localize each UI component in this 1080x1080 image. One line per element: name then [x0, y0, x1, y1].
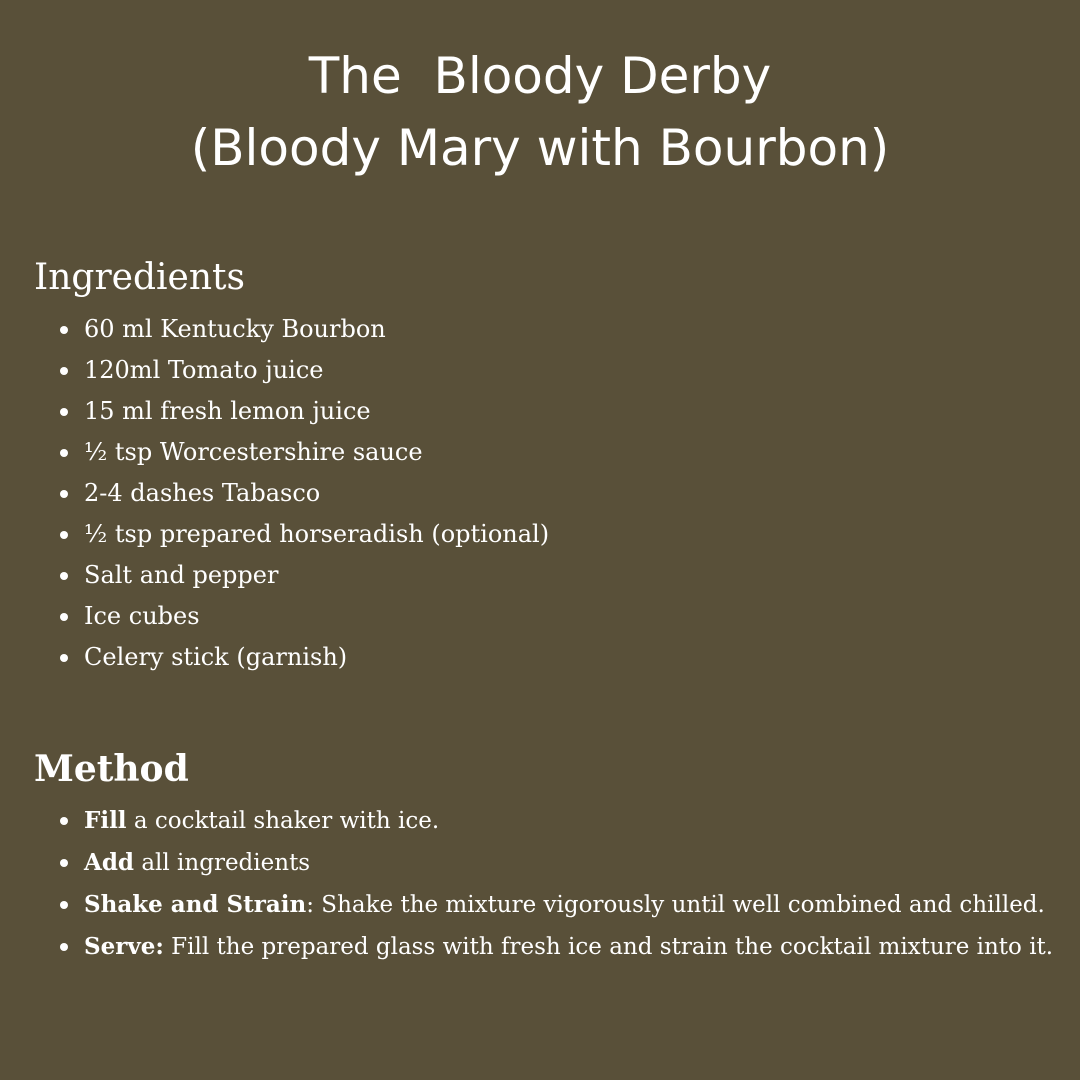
ingredient-item: Celery stick (garnish): [56, 637, 549, 678]
method-step-text: a cocktail shaker with ice.: [126, 808, 440, 834]
method-step: [56, 842, 1053, 884]
recipe-title: [0, 40, 1080, 184]
method-heading: Method: [34, 748, 189, 790]
ingredient-item: 60 ml Kentucky Bourbon: [56, 309, 549, 350]
ingredients-list: [56, 309, 549, 678]
ingredient-item: Salt and pepper: [56, 555, 549, 596]
method-step-action: Serve:: [84, 933, 164, 960]
method-step: [56, 926, 1053, 968]
ingredient-item: ½ tsp prepared horseradish (optional): [56, 514, 549, 555]
method-step-text: Fill the prepared glass with fresh ice and strain the cocktail mixture into it.: [163, 934, 1054, 960]
ingredients-heading: Ingredients: [34, 257, 245, 298]
method-step: [56, 884, 1053, 926]
title-line-2: (Bloody Mary with Bourbon): [190, 119, 890, 177]
method-step-text: all ingredients: [134, 850, 311, 876]
method-step: [56, 800, 1053, 842]
ingredient-item: 120ml Tomato juice: [56, 350, 549, 391]
method-step-action: Fill: [84, 807, 127, 834]
ingredient-item: 2-4 dashes Tabasco: [56, 473, 549, 514]
title-line-1: The Bloody Derby: [308, 47, 772, 105]
method-step-action: Add: [84, 849, 135, 876]
ingredient-item: Ice cubes: [56, 596, 549, 637]
ingredient-item: 15 ml fresh lemon juice: [56, 391, 549, 432]
method-list: [56, 800, 1053, 968]
ingredient-item: ½ tsp Worcestershire sauce: [56, 432, 549, 473]
method-step-text: : Shake the mixture vigorously until well combined and chilled.: [306, 892, 1045, 918]
method-step-action: Shake and Strain: [84, 891, 307, 918]
